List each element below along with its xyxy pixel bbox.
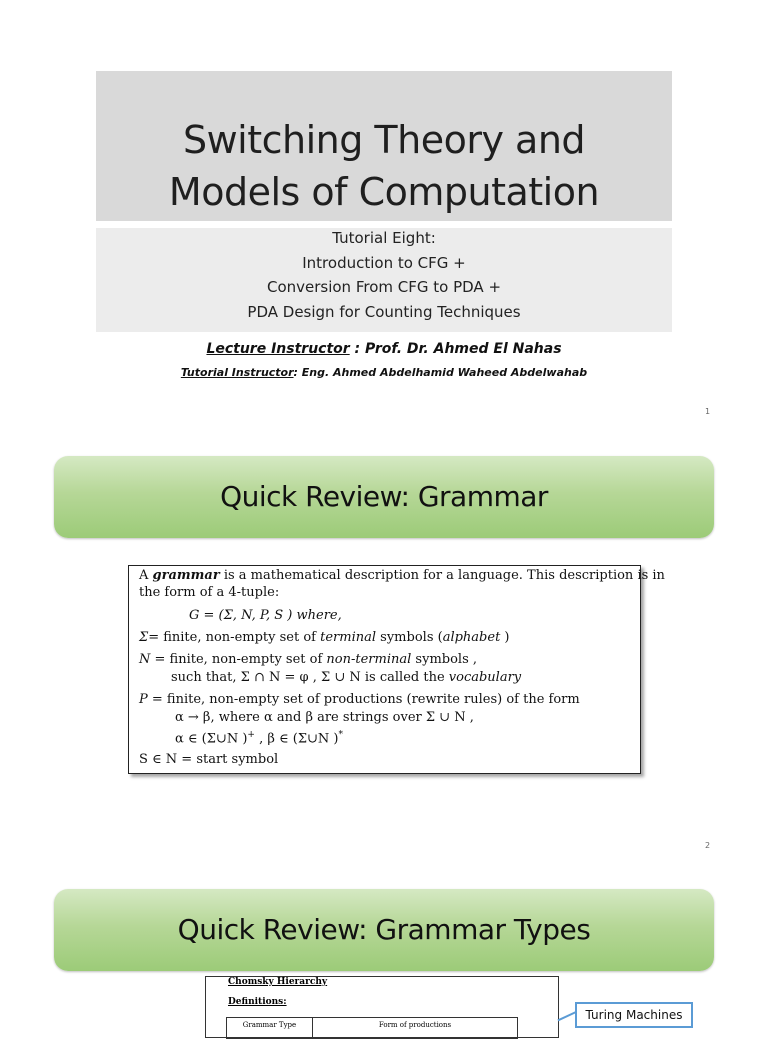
slide-subtitle xyxy=(96,226,672,324)
table-header-cell: Form of productions xyxy=(378,1021,452,1029)
subtitle-line: PDA Design for Counting Techniques xyxy=(247,302,521,321)
title-line-2: Models of Computation xyxy=(168,170,600,214)
page-number: 2 xyxy=(705,841,711,850)
page-number: 1 xyxy=(705,407,711,416)
chomsky-title: Chomsky Hierarchy xyxy=(228,977,328,987)
definitions-label: Definitions: xyxy=(228,997,287,1007)
definition-line: α → β, where α and β are strings over Σ ∪ N , xyxy=(175,710,474,725)
turing-machines-callout: Turing Machines xyxy=(575,1002,693,1028)
definition-tuple: G = (Σ, N, P, S ) where, xyxy=(189,608,342,623)
section-header-text: Quick Review: Grammar Types xyxy=(177,913,591,946)
definition-line: the form of a 4-tuple: xyxy=(139,585,280,600)
grammar-definition-box xyxy=(128,565,665,774)
subtitle-line: Tutorial Eight: xyxy=(332,229,436,247)
definition-line: A grammar is a mathematical description for a language. This description is in xyxy=(139,568,665,583)
lecture-instructor-name: : Prof. Dr. Ahmed El Nahas xyxy=(349,341,562,357)
lecture-instructor xyxy=(0,341,768,357)
title-line-1: Switching Theory and xyxy=(182,118,586,162)
definition-line: S ∈ N = start symbol xyxy=(139,752,279,767)
section-header xyxy=(54,456,714,538)
tutorial-instructor-label: Tutorial Instructor xyxy=(180,366,294,379)
tutorial-instructor xyxy=(0,366,768,379)
callout-arrow xyxy=(557,1011,576,1021)
definition-line: P = finite, non-empty set of productions (rewrite rules) of the form xyxy=(139,692,580,707)
subtitle-line: Introduction to CFG + xyxy=(302,253,466,272)
definition-line: such that, Σ ∩ N = φ , Σ ∪ N is called the vocabulary xyxy=(171,670,522,685)
definition-line: α ∈ (Σ∪N )+ , β ∈ (Σ∪N )* xyxy=(175,730,343,747)
lecture-instructor-label: Lecture Instructor xyxy=(206,341,350,357)
tutorial-instructor-name: : Eng. Ahmed Abdelhamid Waheed Abdelwahab xyxy=(293,366,588,379)
grammar-types-table xyxy=(226,1017,518,1039)
table-header-cell: Grammar Type xyxy=(227,1018,313,1038)
chomsky-hierarchy-figure xyxy=(205,976,559,1038)
slide-title xyxy=(96,114,672,218)
definition-line: Σ= finite, non-empty set of terminal symbols (alphabet ) xyxy=(139,630,510,645)
section-header-text: Quick Review: Grammar xyxy=(220,480,548,513)
definition-line: N = finite, non-empty set of non-terminal symbols , xyxy=(139,652,478,667)
section-header xyxy=(54,889,714,971)
subtitle-line: Conversion From CFG to PDA + xyxy=(266,278,502,296)
